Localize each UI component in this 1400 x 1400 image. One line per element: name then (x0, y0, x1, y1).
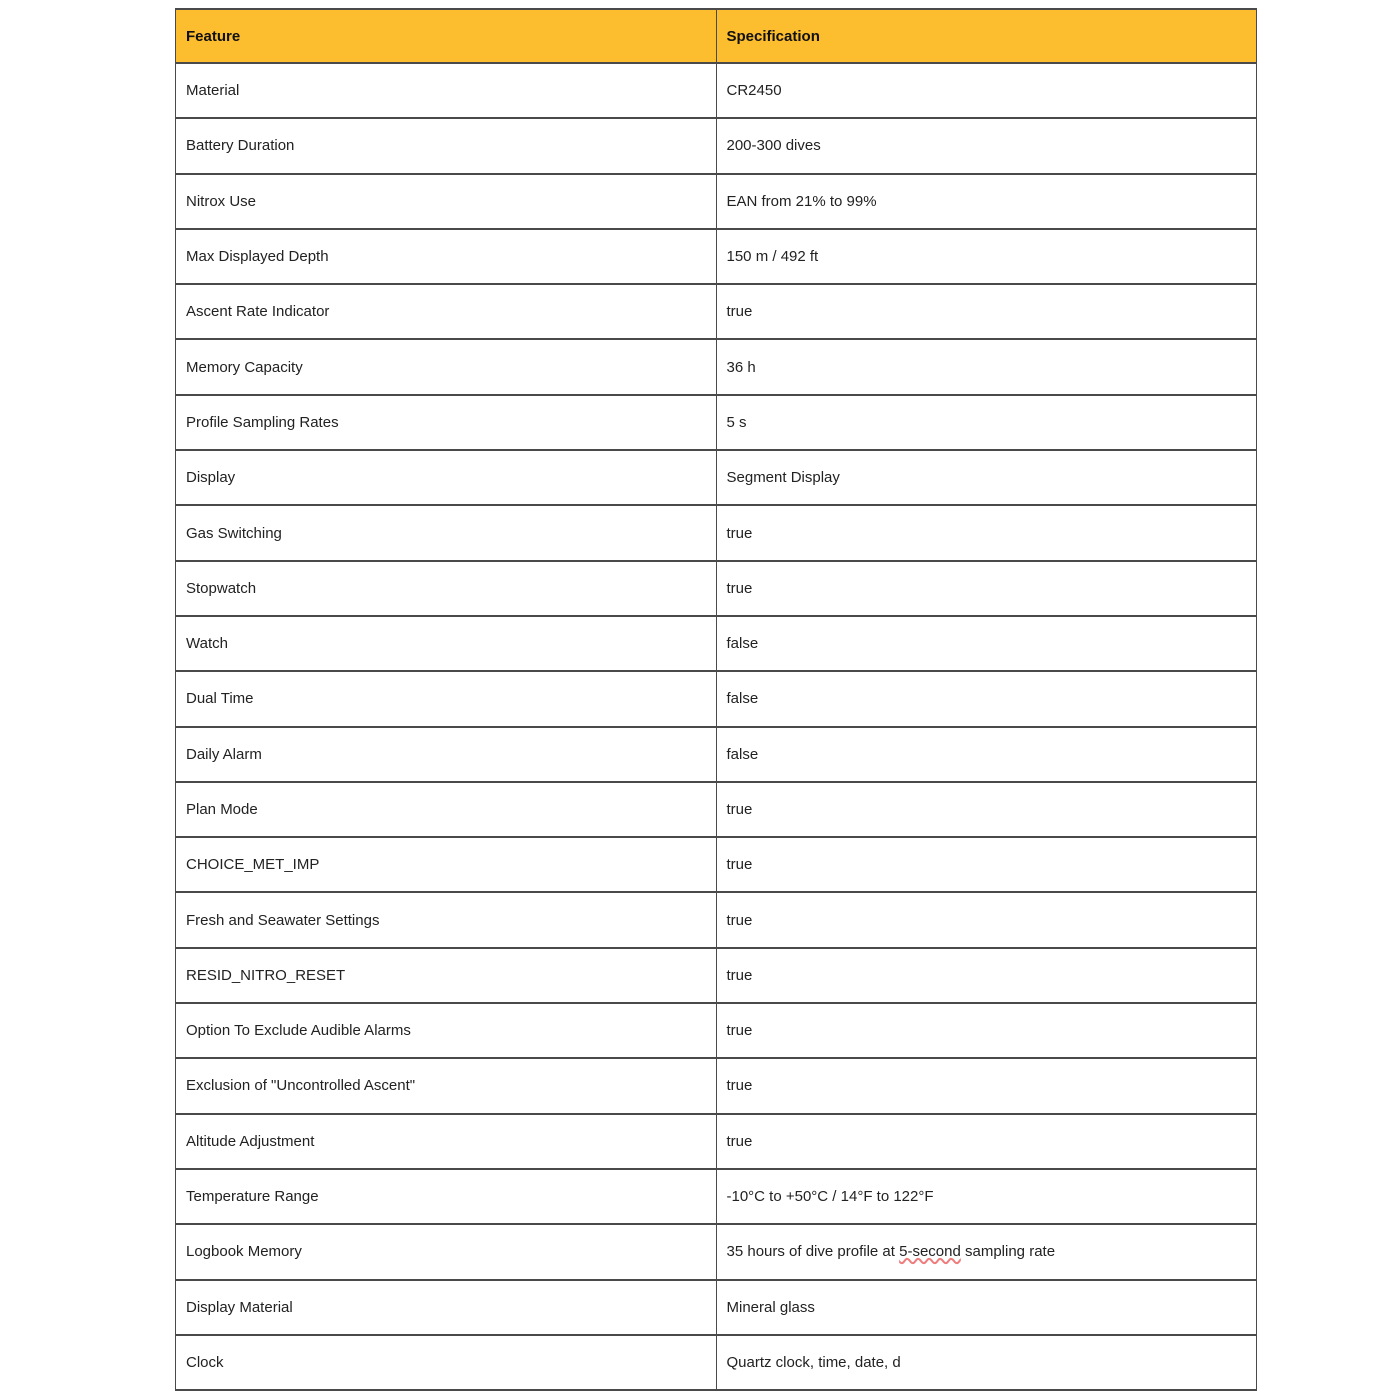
table-row (176, 174, 1257, 229)
feature-cell: Fresh and Seawater Settings (176, 892, 717, 947)
feature-cell: Dual Time (176, 671, 717, 726)
feature-cell: Option To Exclude Audible Alarms (176, 1003, 717, 1058)
feature-cell: Gas Switching (176, 505, 717, 560)
table-row (176, 284, 1257, 339)
table-row (176, 1169, 1257, 1224)
feature-cell: Temperature Range (176, 1169, 717, 1224)
spec-cell: false (716, 671, 1257, 726)
table-row (176, 1280, 1257, 1335)
table-row (176, 616, 1257, 671)
table-row (176, 1224, 1257, 1279)
feature-cell: Plan Mode (176, 782, 717, 837)
table-row (176, 837, 1257, 892)
table-row (176, 671, 1257, 726)
table-row (176, 63, 1257, 118)
feature-cell: Material (176, 63, 717, 118)
spec-table (175, 8, 1257, 1391)
table-row (176, 1335, 1257, 1390)
spec-cell: -10°C to +50°C / 14°F to 122°F (716, 1169, 1257, 1224)
table-row (176, 505, 1257, 560)
spec-cell: CR2450 (716, 63, 1257, 118)
spec-cell: Segment Display (716, 450, 1257, 505)
feature-cell: Display (176, 450, 717, 505)
feature-cell: Watch (176, 616, 717, 671)
table-row (176, 229, 1257, 284)
table-body (176, 63, 1257, 1390)
table-row (176, 1058, 1257, 1113)
feature-cell: Daily Alarm (176, 727, 717, 782)
header-specification: Specification (716, 9, 1257, 63)
feature-cell: Nitrox Use (176, 174, 717, 229)
table-row (176, 948, 1257, 1003)
spec-cell: false (716, 727, 1257, 782)
spec-cell: true (716, 1114, 1257, 1169)
table-row (176, 339, 1257, 394)
header-feature: Feature (176, 9, 717, 63)
feature-cell: Exclusion of "Uncontrolled Ascent" (176, 1058, 717, 1113)
feature-cell: Memory Capacity (176, 339, 717, 394)
table-row (176, 395, 1257, 450)
feature-cell: Battery Duration (176, 118, 717, 173)
feature-cell: Logbook Memory (176, 1224, 717, 1279)
spec-text: sampling rate (960, 1243, 1056, 1261)
table-row (176, 1003, 1257, 1058)
spec-cell: true (716, 1058, 1257, 1113)
spec-cell: false (716, 616, 1257, 671)
table-row (176, 892, 1257, 947)
table-row (176, 727, 1257, 782)
feature-cell: Ascent Rate Indicator (176, 284, 717, 339)
spec-cell: 200-300 dives (716, 118, 1257, 173)
feature-cell: Display Material (176, 1280, 717, 1335)
table-row (176, 782, 1257, 837)
spec-cell: 36 h (716, 339, 1257, 394)
spec-cell: true (716, 1003, 1257, 1058)
spec-cell: Quartz clock, time, date, d (716, 1335, 1257, 1390)
table-row (176, 561, 1257, 616)
table-row (176, 118, 1257, 173)
spec-cell: true (716, 505, 1257, 560)
feature-cell: Stopwatch (176, 561, 717, 616)
spec-text: 35 hours of dive profile at (726, 1243, 900, 1261)
table-row (176, 1114, 1257, 1169)
spec-cell: true (716, 837, 1257, 892)
spec-cell: 5 s (716, 395, 1257, 450)
misspelled-word: 5-second (899, 1243, 961, 1261)
spec-cell: true (716, 948, 1257, 1003)
feature-cell: RESID_NITRO_RESET (176, 948, 717, 1003)
table-row (176, 450, 1257, 505)
spec-cell: 150 m / 492 ft (716, 229, 1257, 284)
spec-cell: true (716, 782, 1257, 837)
spec-cell (716, 1224, 1257, 1279)
feature-cell: Clock (176, 1335, 717, 1390)
feature-cell: CHOICE_MET_IMP (176, 837, 717, 892)
feature-cell: Profile Sampling Rates (176, 395, 717, 450)
spec-cell: true (716, 284, 1257, 339)
spec-cell: EAN from 21% to 99% (716, 174, 1257, 229)
feature-cell: Max Displayed Depth (176, 229, 717, 284)
spec-cell: true (716, 561, 1257, 616)
spec-cell: true (716, 892, 1257, 947)
feature-cell: Altitude Adjustment (176, 1114, 717, 1169)
spec-cell: Mineral glass (716, 1280, 1257, 1335)
header-row (176, 9, 1257, 63)
